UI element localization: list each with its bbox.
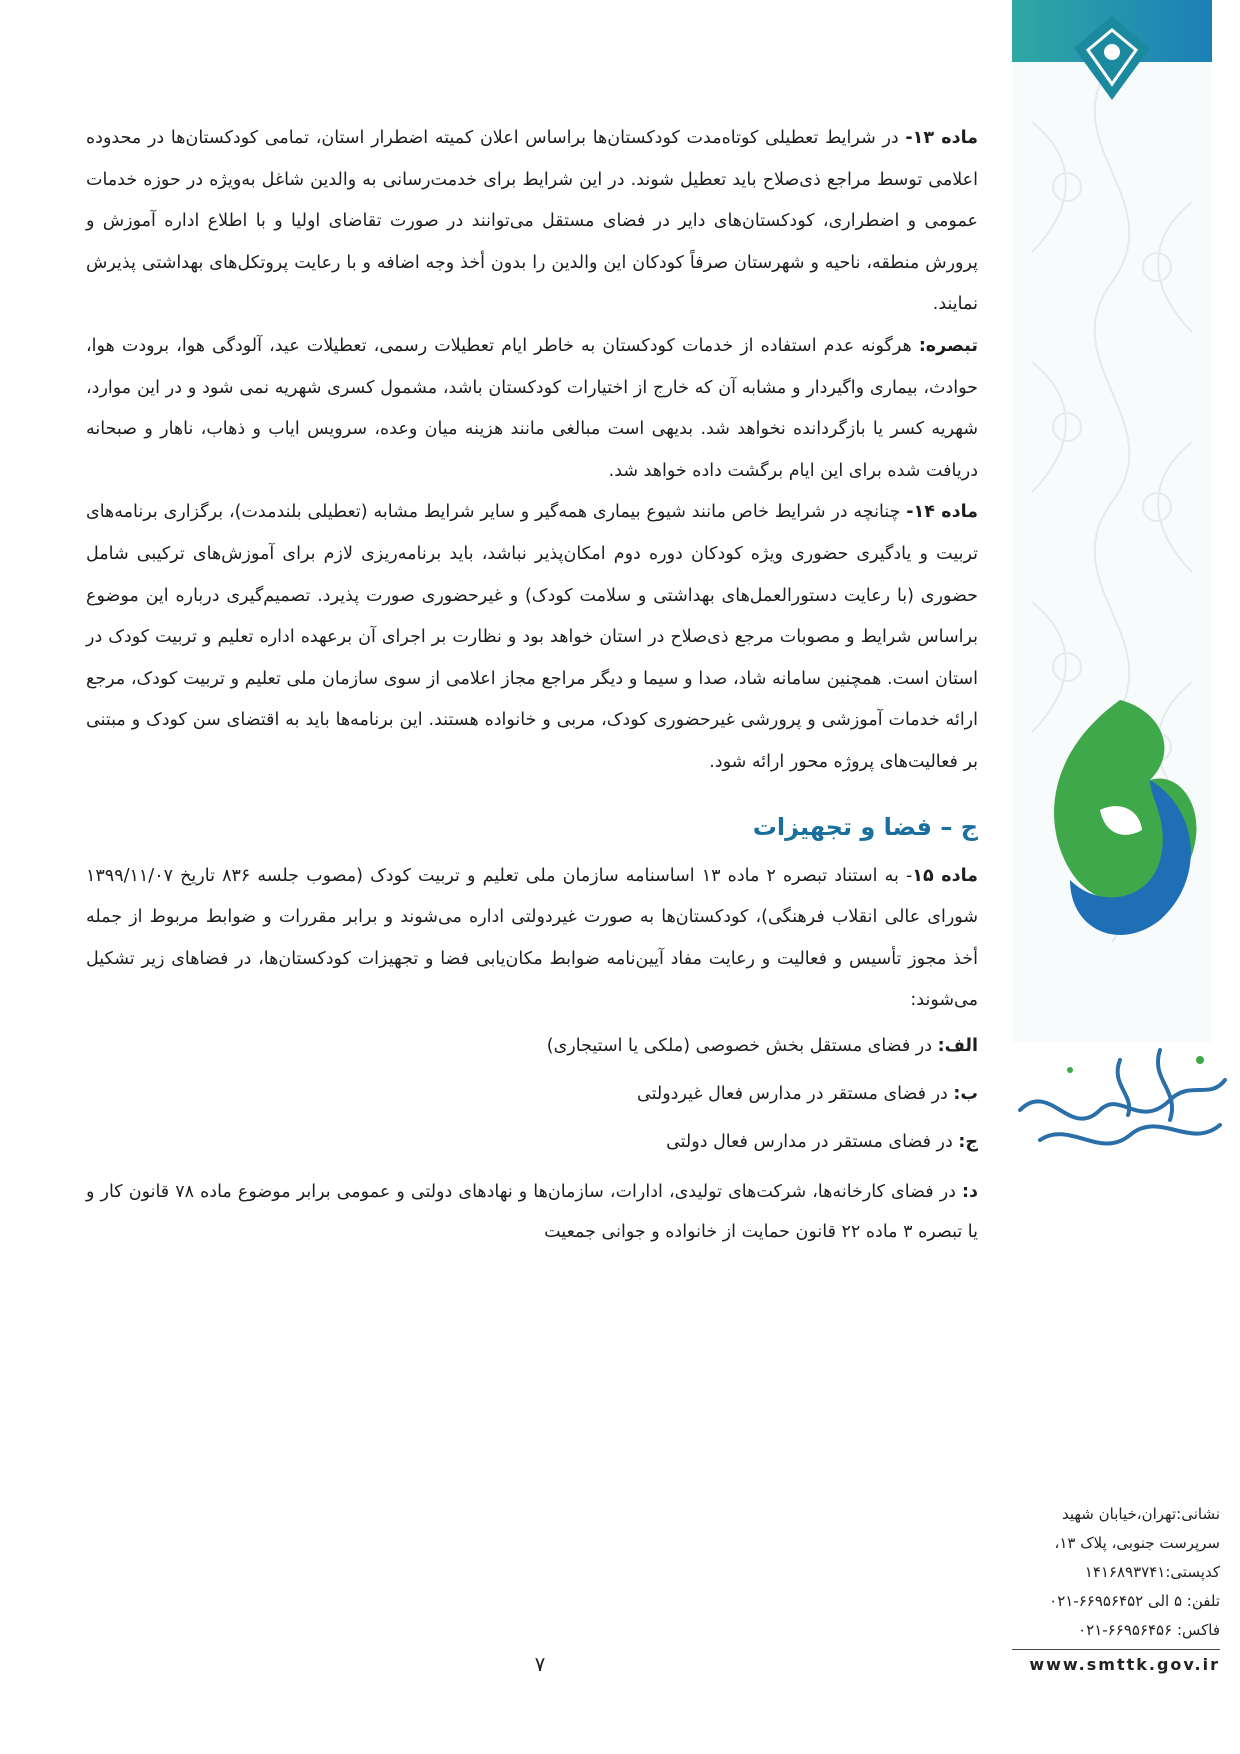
- postal-code: کدپستی:۱۴۱۶۸۹۳۷۴۱: [1084, 1563, 1220, 1581]
- phone-number: تلفن: ۵ الی ۶۶۹۵۶۴۵۲-۰۲۱: [1049, 1592, 1220, 1610]
- leaf-drop-logo: [1030, 690, 1210, 950]
- fax-number: فاکس: ۶۶۹۵۶۴۵۶-۰۲۱: [1078, 1621, 1220, 1639]
- list-item-label: الف:: [937, 1035, 978, 1056]
- article-14-text: چنانچه در شرایط خاص مانند شیوع بیماری همه‌گیر و سایر شرایط مشابه (تعطیلی بلندمدت)، برگزاری برنامه‌های تربیت و یادگیری حضوری ویژه کودکان دوره دوم امکان‌پذیر نباشد، باید برنامه‌ریزی لازم برای آموزش‌های ترکیبی شامل حضوری (با رعایت دستورالعمل‌های بهداشتی و سلامت کودک) و غیرحضوری صورت پذیرد. تصمیم‌گیری درباره این موضوع براساس شرایط و مصوبات مرجع ذی‌صلاح در استان خواهد بود و نظارت بر اجرای آن برعهده اداره تعلیم و تربیت کودک در استان است. همچنین سامانه شاد، صدا و سیما و دیگر مراجع مجاز اعلامی از سوی سازمان ملی تعلیم و تربیت کودک، مرجع ارائه خدمات آموزشی و پرورشی غیرحضوری کودک، مربی و خانواده هستند. این برنامه‌ها باید به اقتضای سن کودک و مبتنی بر فعالیت‌های پروژه محور ارائه شود.: [86, 502, 978, 772]
- article-13: [86, 118, 978, 326]
- article-15-label: ماده ۱۵: [912, 865, 979, 886]
- article-13-text: در شرایط تعطیلی کوتاه‌مدت کودکستان‌ها براساس اعلان کمیته اضطرار استان، تمامی کودکستان‌ها در محدوده اعلامی توسط مراجع ذی‌صلاح باید تعطیل شوند. در این شرایط برای خدمت‌رسانی به والدین شاغل به‌ویژه در حوزه خدمات عمومی و اضطراری، کودکستان‌های دایر در فضای مستقل می‌توانند در صورت تقاضای اولیا و با اطلاع اداره آموزش و پرورش منطقه، ناحیه و شهرستان صرفاً کودکان این والدین را بدون أخذ وجه اضافه و با رعایت پروتکل‌های بهداشتی پذیرش نمایند.: [86, 128, 978, 315]
- note-label: تبصره:: [918, 335, 978, 356]
- list-item-text: در فضای کارخانه‌ها، شرکت‌های تولیدی، ادارات، سازمان‌ها و نهادهای دولتی و عمومی برابر موضوع ماده ۷۸ قانون کار و یا تبصره ۳ ماده ۲۲ قانون حمایت از خانواده و جوانی جمعیت: [86, 1181, 978, 1242]
- list-item: [86, 1172, 978, 1252]
- article-14-label: ماده ۱۴-: [906, 502, 979, 523]
- list-item-label: د:: [962, 1181, 978, 1202]
- organization-calligraphy-logo: [1010, 1040, 1235, 1180]
- list-item-label: ج:: [958, 1131, 978, 1152]
- article-15: [86, 856, 978, 1022]
- document-body: [86, 118, 978, 1252]
- website-link[interactable]: www.smttk.gov.ir: [1029, 1655, 1220, 1674]
- section-heading: ج – فضا و تجهیزات: [752, 812, 978, 841]
- list-item: [86, 1070, 978, 1118]
- article-14: [86, 492, 978, 783]
- address-line-1: نشانی:تهران،خیابان شهید: [1061, 1505, 1220, 1523]
- address-line-2: سرپرست جنوبی، پلاک ۱۳،: [1054, 1534, 1220, 1552]
- list-item-text: در فضای مستقر در مدارس فعال دولتی: [666, 1131, 959, 1152]
- list-item-text: در فضای مستقل بخش خصوصی (ملکی یا استیجاری): [546, 1035, 938, 1056]
- list-item-label: ب:: [953, 1083, 978, 1104]
- contact-info: [1012, 1500, 1220, 1679]
- emblem-icon: [1062, 8, 1162, 108]
- page-number: ۷: [534, 1652, 546, 1676]
- article-13-label: ماده ۱۳-: [905, 128, 979, 148]
- list-item: [86, 1118, 978, 1166]
- note: [86, 326, 978, 492]
- article-15-text: - به استناد تبصره ۲ ماده ۱۳ اساسنامه سازمان ملی تعلیم و تربیت کودک (مصوب جلسه ۸۳۶ تاریخ ۱۳۹۹/۱۱/۰۷ شورای عالی انقلاب فرهنگی)، کودکستان‌ها به صورت غیردولتی اداره می‌شوند و برابر مقررات و ضوابط مربوط از جمله أخذ مجوز تأسیس و فعالیت و رعایت مفاد آیین‌نامه ضوابط مکان‌یابی فضا و تجهیزات کودکستان‌ها، در فضاهای زیر تشکیل می‌شوند:: [86, 865, 978, 1011]
- list-item-text: در فضای مستقر در مدارس فعال غیردولتی: [637, 1083, 954, 1104]
- list-item: [86, 1022, 978, 1070]
- note-text: هرگونه عدم استفاده از خدمات کودکستان به خاطر ایام تعطیلات رسمی، تعطیلات عید، آلودگی هوا، برودت هوا، حوادث، بیماری واگیردار و مشابه آن که خارج از اختیارات کودکستان باشد، مشمول کسری شهریه نمی شود و در این موارد، شهریه کسر یا بازگردانده نخواهد شد. بدیهی است مبالغی مانند هزینه میان وعده، سرویس ایاب و ذهاب، ناهار و صبحانه دریافت شده برای این ایام برگشت داده خواهد شد.: [86, 335, 978, 481]
- decorative-sidebar: [1012, 0, 1240, 1754]
